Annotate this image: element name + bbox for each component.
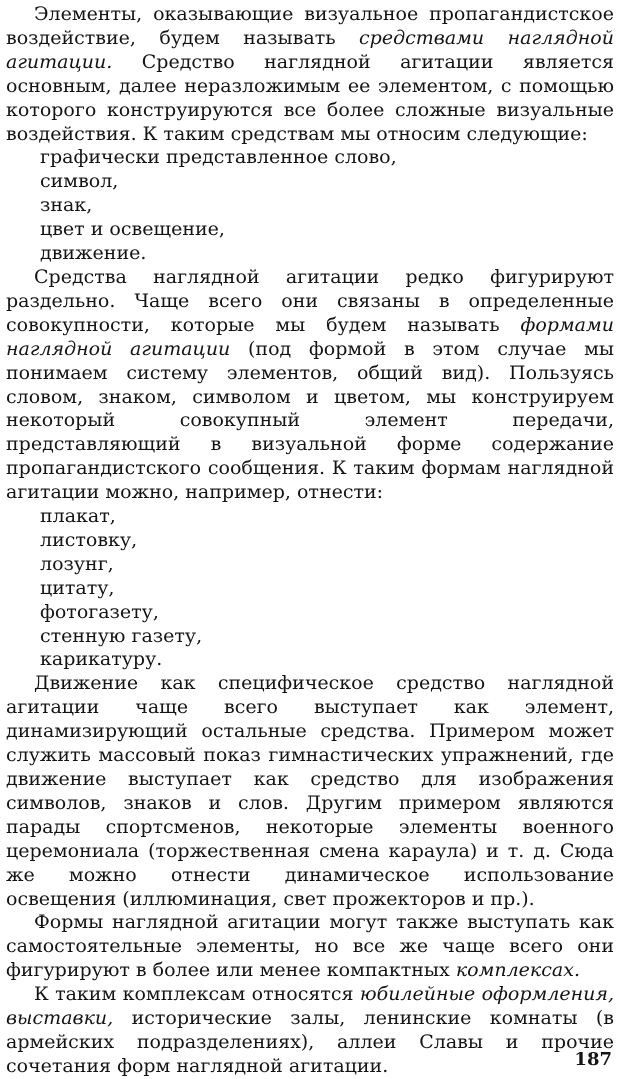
list-means [6,146,614,266]
list-item: карикатуру. [40,648,163,671]
paragraph-complex-examples [6,983,614,1079]
paragraph-movement: Движение как специфическое средство наглядной агитации чаще всего выступает как элемент, динамизирующий остальные средства. Примером может служить массовый показ гимнастических упражнений, где движение выступает как средство для изображения символов, знаков и слов. Другим примером являются парады спортсменов, некоторые элементы военного церемониала (торжественная смена караула) и т. д. Сюда же можно отнести динамическое использование освещения (иллюминация, свет прожекторов и пр.). [6,672,614,910]
list-item: цвет и освещение, [40,218,225,241]
paragraph-1-text-b: Средство наглядной агитации является основным, далее неразложимым ее элементом, с помощью которого конструируются все более сложные визуальные воздействия. К таким средствам мы относим следующие: [6,50,614,145]
list-item: движение. [40,242,147,265]
list-item: символ, [40,170,119,193]
term-jubilee-exhibitions: юбилейные оформления, выставки, [6,983,615,1030]
term-complexes: комплексах. [455,959,580,982]
page-body [6,3,614,1079]
list-item: стенную газету, [40,624,203,647]
paragraph-complexes [6,911,614,983]
list-item: листовку, [40,528,138,551]
list-item: лозунг, [40,552,114,575]
paragraph-5-text-a: К таким комплексам относятся [34,983,360,1006]
list-item: плакат, [40,505,116,528]
paragraph-forms-of-agitation [6,266,614,505]
paragraph-2-text-a: Средства наглядной агитации редко фигурируют раздельно. Чаще всего они связаны в определенные совокупности, которые мы будем называть [6,265,614,336]
paragraph-5-text-b: исторические залы, ленинские комнаты (в армейских подразделениях), аллеи Славы и прочие сочетания форм наглядной агитации. [6,1007,614,1077]
paragraph-2-text-b: (под формой в этом случае мы понимаем систему элементов, общий вид). Пользуясь словом, знаком, символом и цветом, мы конструируем некоторый совокупный элемент передачи, представляющий в визуальной форме содержание пропагандистского сообщения. К таким формам наглядной агитации можно, например, отнести: [6,337,615,504]
page-number: 187 [574,1049,612,1070]
list-item: графически представленное слово, [40,146,397,169]
list-item: фотогазету, [40,600,159,623]
list-item: цитату, [40,576,115,599]
term-forms-of-visual-agitation: формами наглядной агитации [6,313,614,360]
term-means-of-visual-agitation: средствами наглядной агитации. [6,26,614,73]
paragraph-1-text-a: Элементы, оказывающие визуальное пропагандистское воздействие, будем называть [6,3,614,49]
paragraph-4-text-a: Формы наглядной агитации могут также выступать как самостоятельные элементы, но все же чаще всего они фигурируют в более или менее компактных [6,911,614,982]
paragraph-means-of-agitation [6,3,614,146]
list-forms [6,505,614,672]
list-item: знак, [40,194,93,217]
